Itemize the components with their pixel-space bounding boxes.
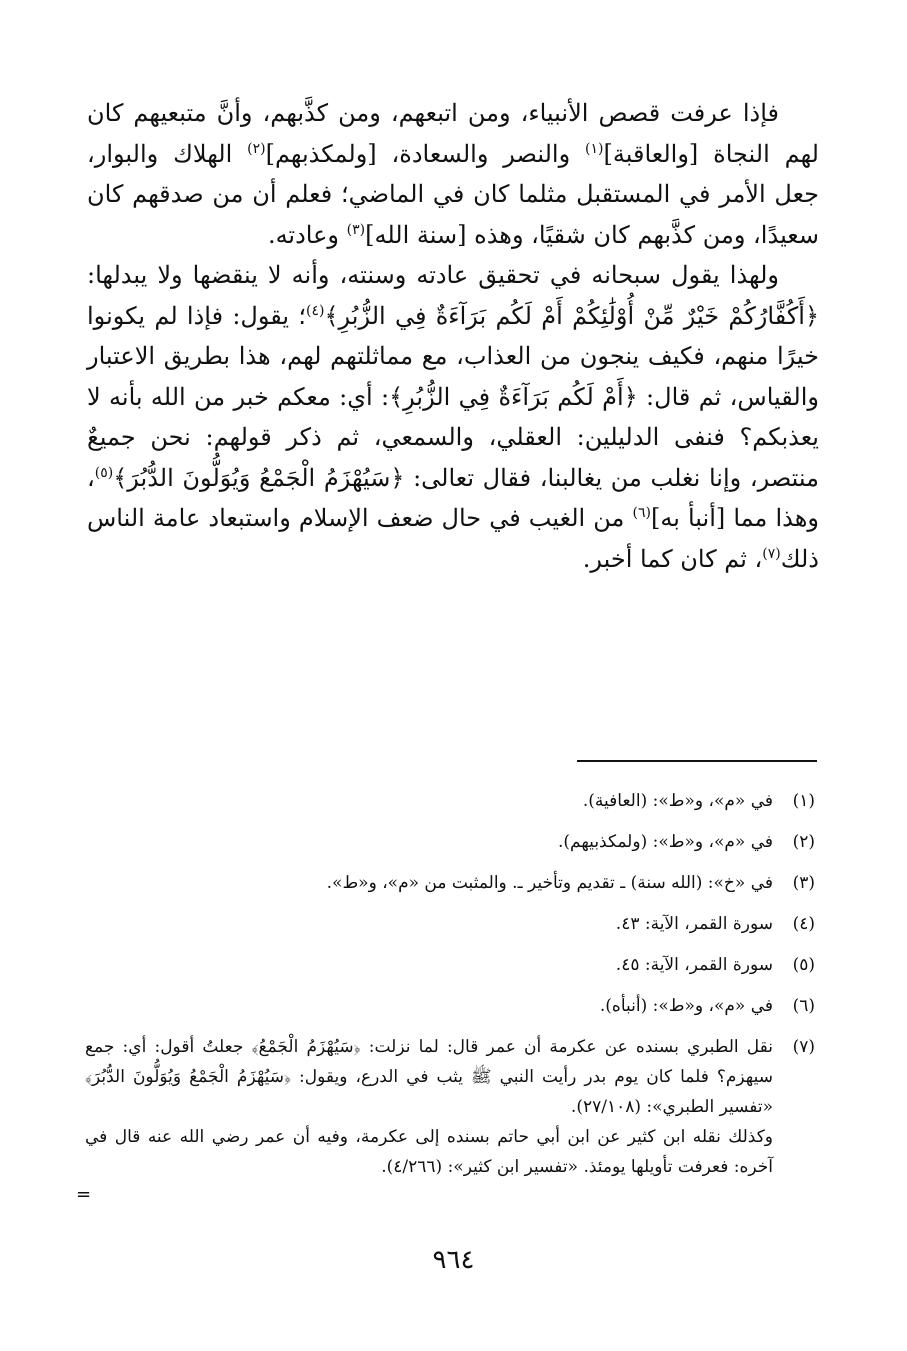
footnote-ref-1[interactable]: (١) bbox=[585, 140, 604, 157]
paragraph-1 bbox=[87, 93, 819, 255]
text-run: من الغيب في حال ضعف الإسلام واستبعاد عامة الناس ذلك bbox=[87, 504, 819, 573]
footnote-number: (٢) bbox=[792, 832, 815, 852]
footnote-7-para-1: نقل الطبري بسنده عن عكرمة أن عمر قال: لما نزلت: ﴿سَيُهْزَمُ الْجَمْعُ﴾ جعلتُ أقول: أي: جمع سيهزم؟ فلما كان يوم بدر رأيت النبي ﷺ يثب في الدرع، ويقول: ﴿سَيُهْزَمُ الْجَمْعُ وَيُوَلُّونَ الدُّبُرَ﴾ «تفسير الطبري»: (٢٧/١٠٨). bbox=[85, 1037, 773, 1117]
footnote-number: (٧) bbox=[792, 1037, 815, 1057]
footnote-text: في «م»، و«ط»: (أنبأه). bbox=[599, 996, 773, 1016]
footnote-number: (٣) bbox=[792, 873, 815, 893]
footnote-ref-5[interactable]: (٥) bbox=[94, 464, 114, 481]
text-run: ، ثم كان كما أخبر. bbox=[582, 544, 763, 573]
footnote-text: في «م»، و«ط»: (ولمكذبيهم). bbox=[558, 832, 773, 852]
paragraph-2 bbox=[87, 255, 819, 579]
footnote-text: سورة القمر، الآية: ٤٣. bbox=[615, 914, 773, 934]
text-run: فإذا عرفت قصص الأنبياء، ومن اتبعهم، ومن كذَّبهم، وأنَّ متبعيهم كان لهم النجاة [والعاقبة] bbox=[87, 99, 819, 168]
footnote-number: (٥) bbox=[792, 955, 815, 975]
text-run: الهلاك والبوار، جعل الأمر في المستقبل مثلما كان في الماضي؛ فعلم أن من صدقهم كان سعيدًا، ومن كذَّبهم كان شقيًا، وهذه [سنة الله] bbox=[87, 139, 819, 249]
footnote-item-7 bbox=[85, 1032, 815, 1182]
main-text bbox=[87, 93, 819, 579]
footnote-text: سورة القمر، الآية: ٤٥. bbox=[615, 955, 773, 975]
footnote-text bbox=[85, 1032, 773, 1182]
footnote-text: في «خ»: (الله سنة) ـ تقديم وتأخير ـ. والمثبت من «م»، و«ط». bbox=[326, 873, 773, 893]
continuation-mark: = bbox=[76, 1184, 92, 1205]
text-run: ، وهذا مما [أنبأ به] bbox=[87, 463, 819, 532]
footnote-ref-6[interactable]: (٦) bbox=[632, 505, 651, 521]
footnote-separator bbox=[577, 760, 817, 762]
footnote-number: (٦) bbox=[792, 996, 815, 1016]
footnote-item bbox=[85, 909, 815, 939]
text-run: ؛ يقول: فإذا لم يكونوا خيرًا منهم، فكيف ينجون من العذاب، مع مماثلتهم لهم، هذا بطريق الاعتبار والقياس، ثم قال: ﴿أَمْ لَكُم بَرَآءَةٌ فِي الزُّبُرِ﴾: أي: معكم خبر من الله بأنه لا يعذبكم؟ فنفى الدليلين: العقلي، والسمعي، ثم ذكر قولهم: نحن جميعٌ منتصر، وإنا نغلب من يغالبنا، فقال تعالى: ﴿سَيُهْزَمُ الْجَمْعُ وَيُوَلُّونَ الدُّبُرَ﴾ bbox=[87, 301, 819, 492]
text-run: وعادته. bbox=[267, 220, 347, 249]
footnote-number: (١) bbox=[792, 791, 815, 811]
footnote-ref-3[interactable]: (٣) bbox=[346, 221, 366, 238]
page-number: ٩٦٤ bbox=[432, 1245, 475, 1275]
footnote-ref-4[interactable]: (٤) bbox=[306, 302, 325, 319]
footnote-item bbox=[85, 868, 815, 898]
footnote-item bbox=[85, 950, 815, 980]
footnote-item bbox=[85, 991, 815, 1021]
footnote-ref-2[interactable]: (٢) bbox=[247, 140, 266, 157]
footnote-7-para-2: وكذلك نقله ابن كثير عن ابن أبي حاتم بسنده إلى عكرمة، وفيه أن عمر رضي الله عنه قال في آخره: فعرفت تأويلها يومئذ. «تفسير ابن كثير»: (٤/٢٦٦). bbox=[85, 1127, 773, 1177]
text-run: ولهذا يقول سبحانه في تحقيق عادته وسنته، وأنه لا ينقضها ولا يبدلها: ﴿أَكُفَّارُكُمْ خَيْرٌ مِّنْ أُوْلَٰئِكُمْ أَمْ لَكُم بَرَآءَةٌ فِي الزُّبُرِ﴾ bbox=[87, 261, 819, 330]
footnote-text: في «م»، و«ط»: (العافية). bbox=[582, 791, 773, 811]
text-run: والنصر والسعادة، [ولمكذبهم] bbox=[265, 139, 586, 168]
footnotes bbox=[85, 786, 815, 1182]
footnote-ref-7[interactable]: (٧) bbox=[762, 545, 781, 562]
footnote-item bbox=[85, 827, 815, 857]
footnote-item bbox=[85, 786, 815, 816]
footnote-number: (٤) bbox=[792, 914, 815, 934]
